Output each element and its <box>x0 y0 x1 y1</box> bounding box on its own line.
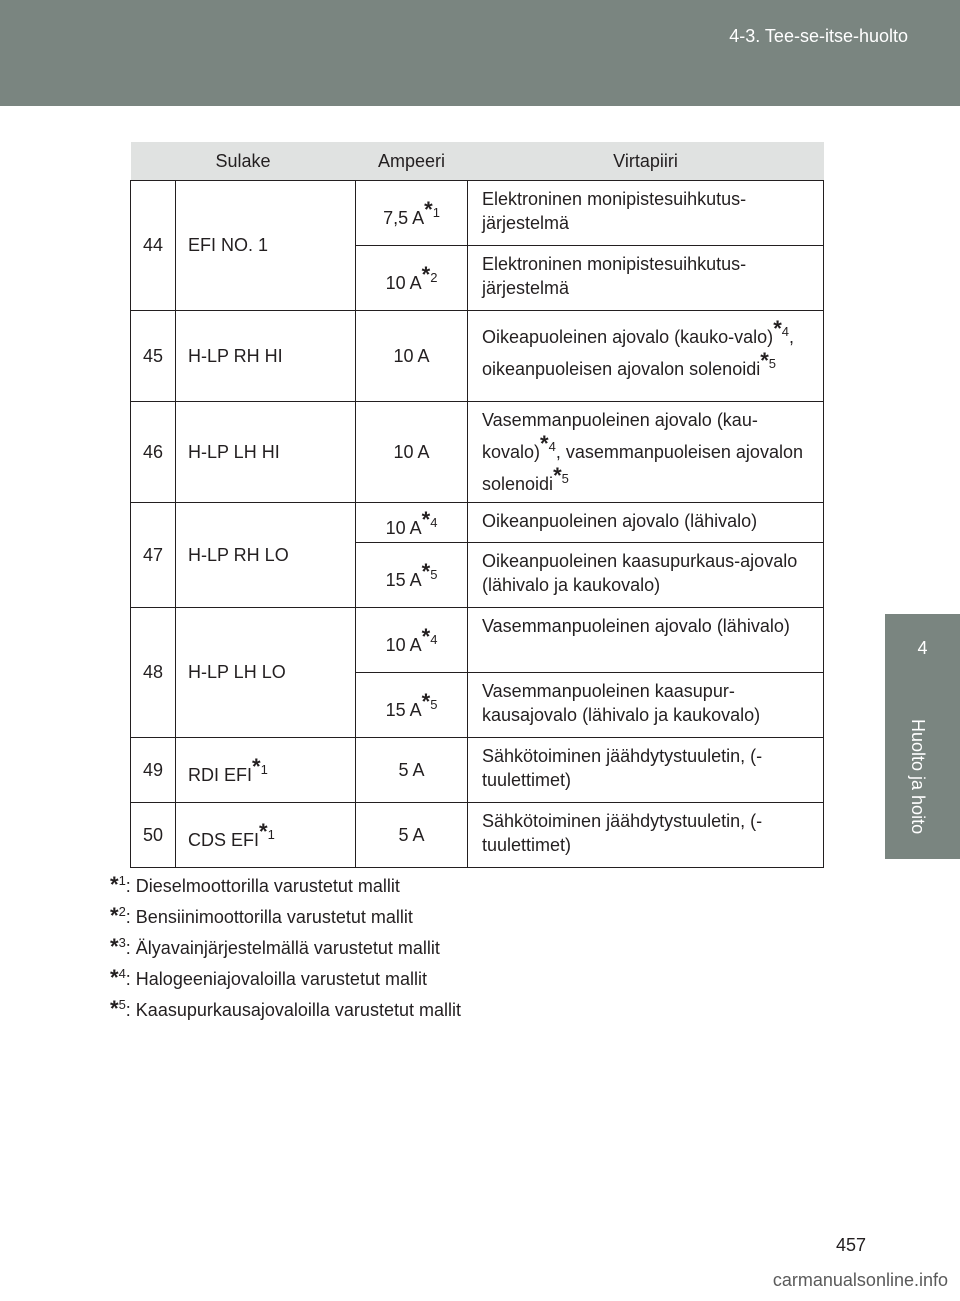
footnote: *$^2$: Bensiinimoottorilla varustetut mallit <box>110 903 413 928</box>
footnote: *$^1$: Dieselmoottorilla varustetut mallit <box>110 872 400 897</box>
fuse-number: 48 <box>131 608 176 738</box>
chapter-label: Huolto ja hoito <box>908 719 928 835</box>
footnote: *$^3$: Älyavainjärjestelmällä varustetut mallit <box>110 934 440 959</box>
fuse-number: 45 <box>131 311 176 402</box>
chapter-number: 4 <box>917 638 928 658</box>
section-title: 4-3. Tee-se-itse-huolto <box>729 26 908 46</box>
table-row <box>131 181 824 246</box>
fuse-number: 47 <box>131 503 176 608</box>
table-row <box>131 402 824 503</box>
fuse-circuit: Oikeanpuoleinen ajovalo (lähivalo) <box>468 503 824 543</box>
table-header-row <box>131 142 824 181</box>
col-header-sulake: Sulake <box>131 142 356 181</box>
table-row <box>131 311 824 402</box>
fuse-name: RDI EFI$^{*1}$ <box>176 738 356 803</box>
fuse-table <box>130 142 824 868</box>
fuse-name: H-LP RH LO <box>176 503 356 608</box>
fuse-circuit: Sähkötoiminen jäähdytystuuletin, (-tuulettimet) <box>468 803 824 868</box>
fuse-number: 49 <box>131 738 176 803</box>
fuse-circuit: Vasemmanpuoleinen kaasupur-kausajovalo (lähivalo ja kaukovalo) <box>468 673 824 738</box>
fuse-name: CDS EFI$^{*1}$ <box>176 803 356 868</box>
fuse-circuit: Elektroninen monipistesuihkutus-järjestelmä <box>468 246 824 311</box>
fuse-ampere: 10 A <box>356 402 468 503</box>
watermark: carmanualsonline.info <box>772 1270 948 1290</box>
fuse-circuit: Sähkötoiminen jäähdytystuuletin, (-tuulettimet) <box>468 738 824 803</box>
fuse-ampere: 5 A <box>356 738 468 803</box>
footnote: *$^5$: Kaasupurkausajovaloilla varustetut mallit <box>110 996 461 1021</box>
fuse-circuit: Elektroninen monipistesuihkutus-järjestelmä <box>468 181 824 246</box>
chapter-side-tab <box>885 614 960 859</box>
fuse-name: EFI NO. 1 <box>176 181 356 311</box>
fuse-name: H-LP LH LO <box>176 608 356 738</box>
fuse-ampere: 10 $A^{*4}$ <box>356 503 468 543</box>
fuse-circuit: Vasemmanpuoleinen ajovalo (kau-kovalo)$^{*4}$, vasemmanpuoleisen ajovalon solenoidi$^{*5}$ <box>468 402 824 503</box>
table-row <box>131 503 824 543</box>
fuse-ampere: 15 $A^{*5}$ <box>356 543 468 608</box>
header-band <box>0 0 960 106</box>
fuse-ampere: 5 A <box>356 803 468 868</box>
col-header-ampeeri: Ampeeri <box>356 142 468 181</box>
table-row <box>131 608 824 673</box>
fuse-name: H-LP RH HI <box>176 311 356 402</box>
footnotes <box>110 868 461 1023</box>
fuse-ampere: 10 $A^{*2}$ <box>356 246 468 311</box>
fuse-circuit: Oikeapuoleinen ajovalo (kauko-valo)$^{*4}$, oikeanpuoleisen ajovalon solenoidi$^{*5}$ <box>468 311 824 402</box>
fuse-ampere: 15 $A^{*5}$ <box>356 673 468 738</box>
fuse-ampere: 7,5 $A^{*1}$ <box>356 181 468 246</box>
fuse-circuit: Vasemmanpuoleinen ajovalo (lähivalo) <box>468 608 824 673</box>
fuse-number: 44 <box>131 181 176 311</box>
col-header-virtapiiri: Virtapiiri <box>468 142 824 181</box>
fuse-number: 46 <box>131 402 176 503</box>
fuse-name: H-LP LH HI <box>176 402 356 503</box>
page-number: 457 <box>835 1235 866 1255</box>
fuse-ampere: 10 $A^{*4}$ <box>356 608 468 673</box>
fuse-circuit: Oikeanpuoleinen kaasupurkaus-ajovalo (lähivalo ja kaukovalo) <box>468 543 824 608</box>
fuse-ampere: 10 A <box>356 311 468 402</box>
table-row <box>131 803 824 868</box>
fuse-number: 50 <box>131 803 176 868</box>
footnote: *$^4$: Halogeeniajovaloilla varustetut mallit <box>110 965 427 990</box>
table-row <box>131 738 824 803</box>
